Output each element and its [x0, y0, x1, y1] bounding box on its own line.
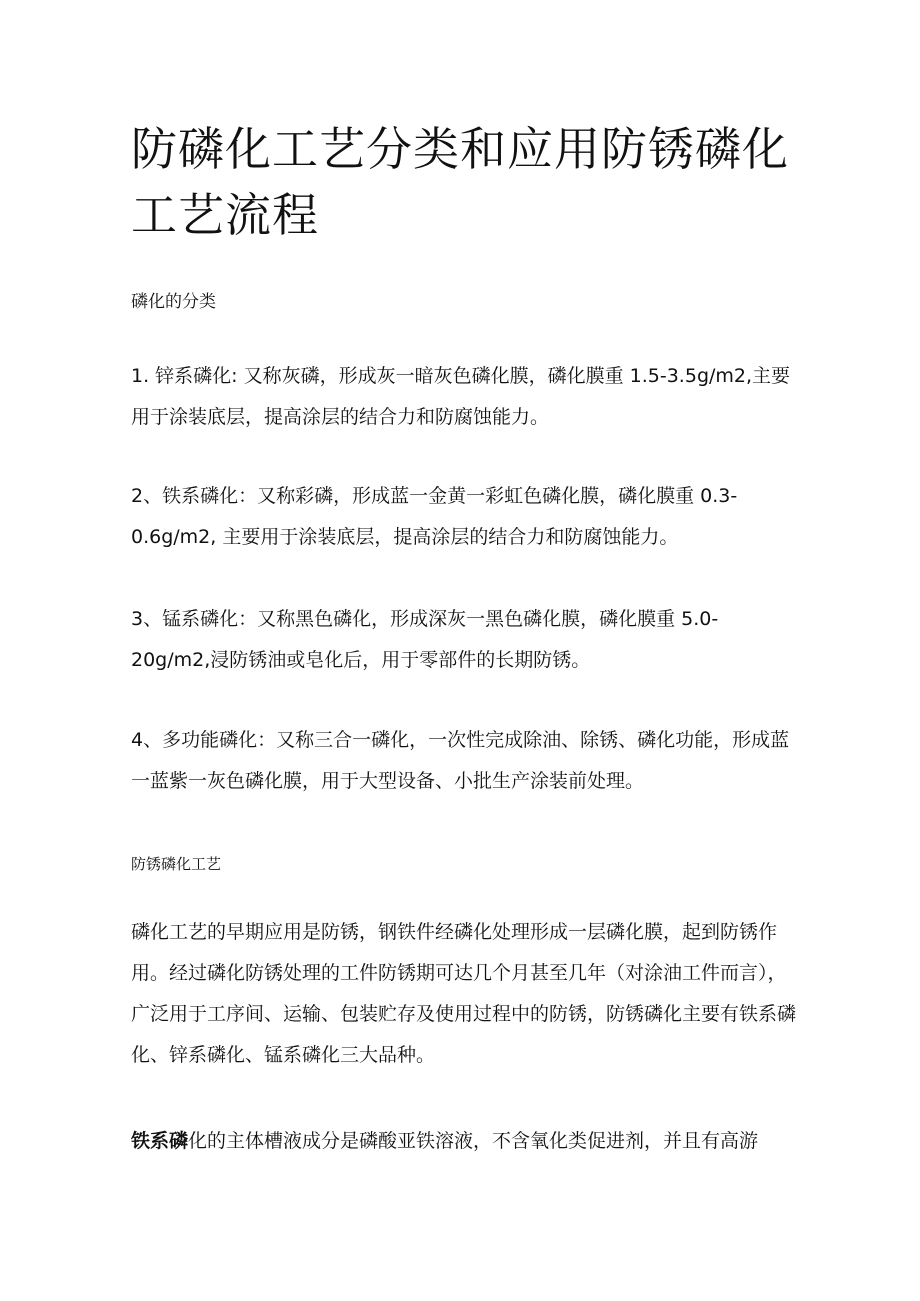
paragraph-text: 化的主体槽液成分是磷酸亚铁溶液，不含氧化类促进剂，并且有高游	[188, 1130, 759, 1152]
body-paragraph-iron-system	[131, 1121, 796, 1162]
bold-term: 铁系磷	[131, 1130, 189, 1152]
list-item-multifunction-phosphating: 4、多功能磷化：又称三合一磷化，一次性完成除油、除锈、磷化功能，形成蓝一蓝紫一灰色磷化膜，用于大型设备、小批生产涂装前处理。	[131, 729, 790, 792]
list-item-zinc-phosphating: 1. 锌系磷化: 又称灰磷，形成灰一暗灰色磷化膜，磷化膜重 1.5-3.5g/m2,主要用于涂装底层，提高涂层的结合力和防腐蚀能力。	[131, 365, 791, 428]
body-paragraph-antirust: 磷化工艺的早期应用是防锈，钢铁件经磷化处理形成一层磷化膜，起到防锈作用。经过磷化防锈处理的工件防锈期可达几个月甚至几年（对涂油工件而言），广泛用于工序间、运输、包装贮存及使用过程中的防锈，防锈磷化主要有铁系磷化、锌系磷化、锰系磷化三大品种。	[131, 921, 797, 1066]
list-item-iron-phosphating: 2、铁系磷化：又称彩磷，形成蓝一金黄一彩虹色磷化膜，磷化膜重 0.3-0.6g/m2, 主要用于涂装底层，提高涂层的结合力和防腐蚀能力。	[131, 485, 738, 548]
section-heading-classification: 磷化的分类	[131, 292, 216, 312]
section-heading-antirust: 防锈磷化工艺	[131, 855, 222, 873]
document-title: 防磷化工艺分类和应用防锈磷化工艺流程	[131, 122, 789, 242]
list-item-manganese-phosphating: 3、锰系磷化：又称黑色磷化，形成深灰一黑色磷化膜，磷化膜重 5.0-20g/m2,浸防锈油或皂化后，用于零部件的长期防锈。	[131, 608, 719, 671]
